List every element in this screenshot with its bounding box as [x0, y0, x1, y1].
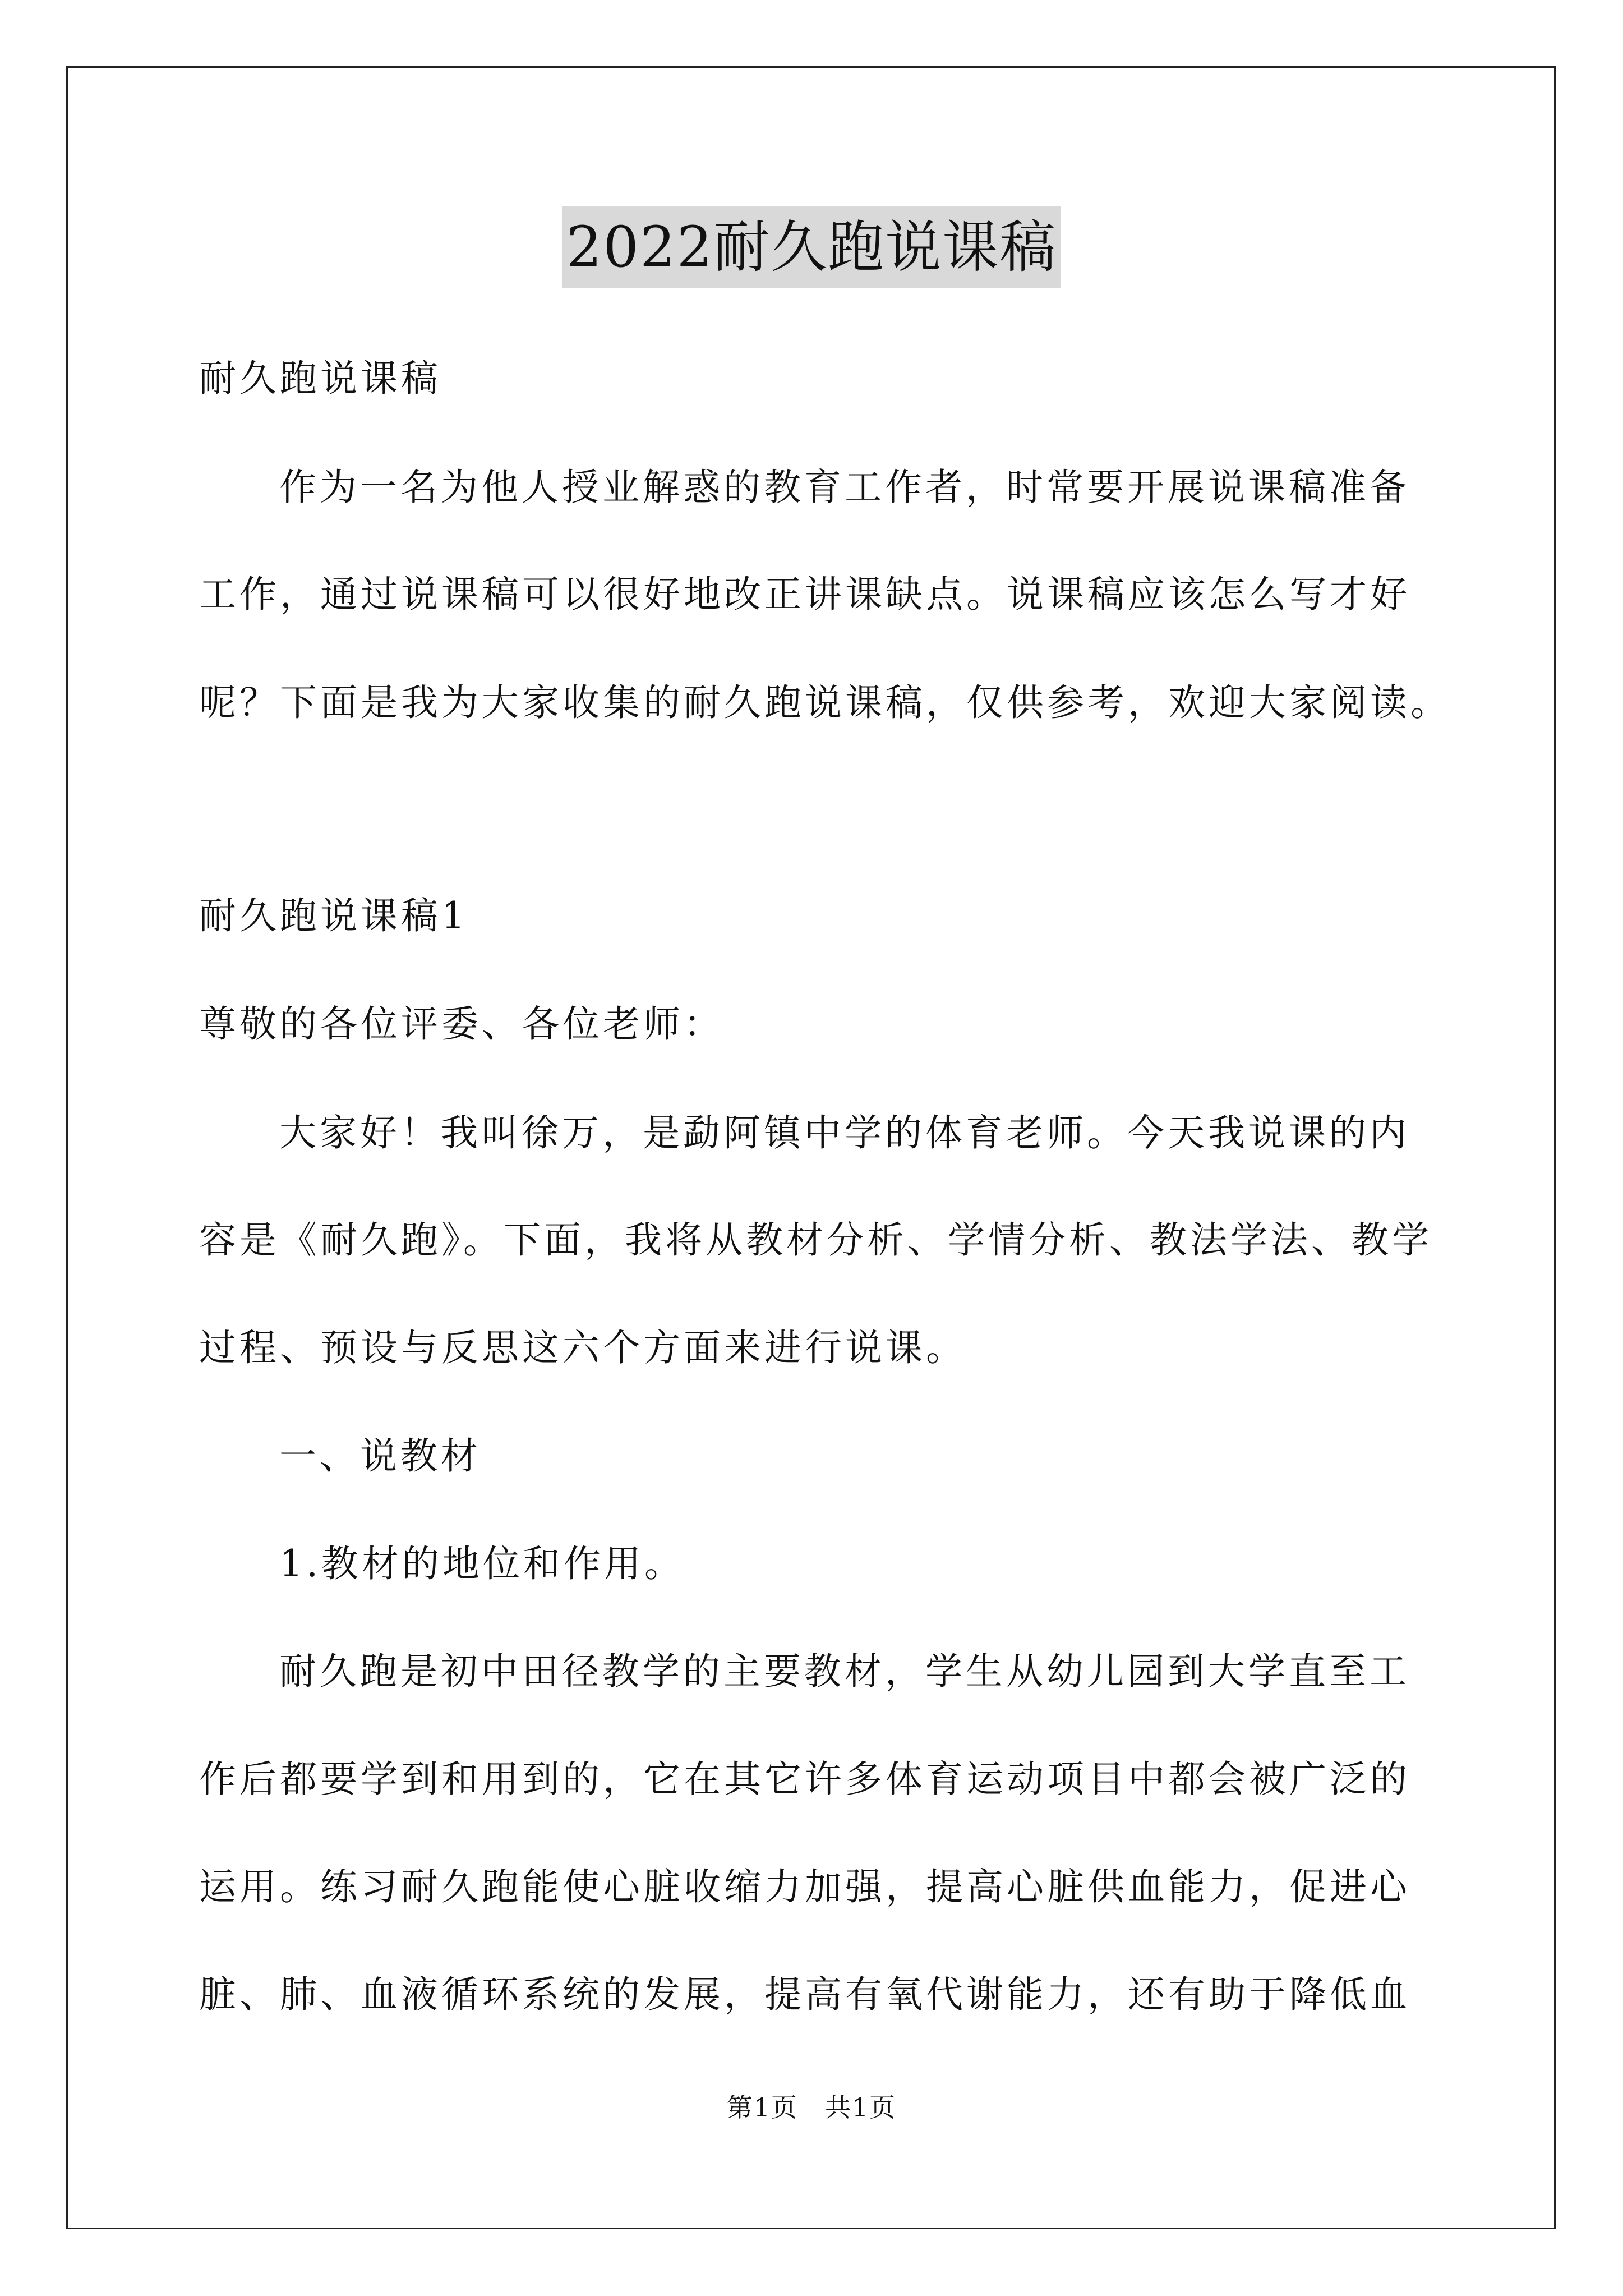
section-heading: 一、说教材	[279, 1434, 481, 1478]
paragraph-line: 过程、预设与反思这六个方面来进行说课。	[199, 1326, 966, 1369]
document-title: 2022耐久跑说课稿	[562, 206, 1062, 288]
paragraph-line: 呢？下面是我为大家收集的耐久跑说课稿，仅供参考，欢迎大家阅读。	[199, 681, 1451, 724]
section-heading: 耐久跑说课稿1	[199, 894, 468, 937]
salutation: 尊敬的各位评委、各位老师：	[199, 1002, 724, 1046]
paragraph-line: 工作，通过说课稿可以很好地改正讲课缺点。说课稿应该怎么写才好	[199, 573, 1410, 616]
page-number-footer: 第1页 共1页	[726, 2092, 897, 2123]
paragraph-line: 容是《耐久跑》。下面，我将从教材分析、学情分析、教法学法、教学	[199, 1218, 1432, 1262]
title-container	[0, 206, 1623, 288]
paragraph-line: 脏、肺、血液循环系统的发展，提高有氧代谢能力，还有助于降低血	[199, 1973, 1410, 2016]
section-heading: 耐久跑说课稿	[199, 357, 441, 400]
paragraph-line: 运用。练习耐久跑能使心脏收缩力加强，提高心脏供血能力，促进心	[199, 1865, 1410, 1908]
paragraph-line: 耐久跑是初中田径教学的主要教材，学生从幼儿园到大学直至工	[279, 1650, 1410, 1693]
paragraph-line: 作后都要学到和用到的，它在其它许多体育运动项目中都会被广泛的	[199, 1757, 1410, 1801]
paragraph-line: 作为一名为他人授业解惑的教育工作者，时常要开展说课稿准备	[279, 466, 1410, 509]
paragraph-line: 大家好！我叫徐万，是勐阿镇中学的体育老师。今天我说课的内	[279, 1111, 1410, 1154]
subsection-heading: 1.教材的地位和作用。	[279, 1542, 685, 1585]
